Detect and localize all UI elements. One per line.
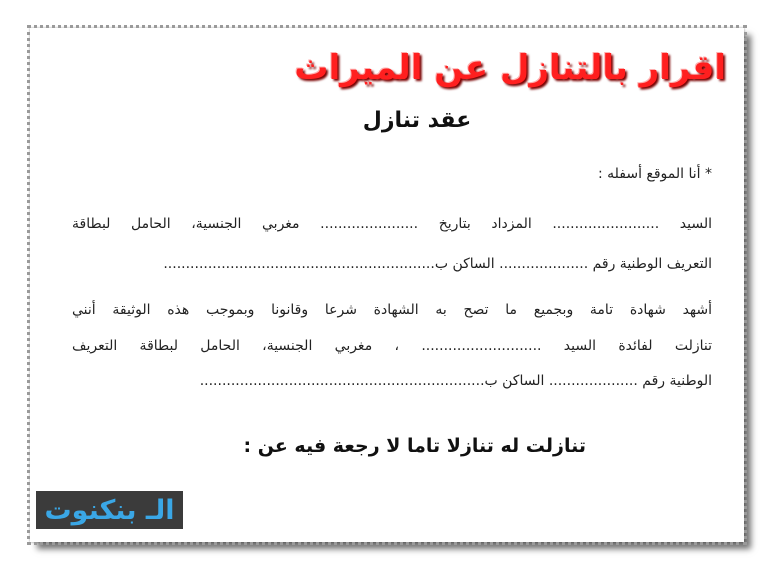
- closing-statement: تنازلت له تنازلا تاما لا رجعة فيه عن :: [243, 435, 586, 457]
- paragraph1-line1: السيد ........................ المزداد بتاريخ ...................... مغربي الجنسية، الحامل لبطاقة: [72, 216, 712, 232]
- paragraph1-line2: التعريف الوطنية رقم .................... الساكن ب.............................................................: [163, 256, 712, 272]
- paragraph2-line2: تنازلت لفائدة السيد ........................... ، مغربي الجنسية، الحامل لبطاقة التعريف: [72, 338, 712, 354]
- intro-line: * أنا الموقع أسفله :: [597, 166, 712, 182]
- document-heading: اقرار بالتنازل عن الميراث: [294, 48, 726, 88]
- document-sheet: [30, 28, 744, 542]
- contract-title: عقد تنازل: [362, 108, 472, 133]
- paragraph2-line1: أشهد شهادة تامة وبجميع ما تصح به الشهادة شرعا وقانونا وبموجب هذه الوثيقة أنني: [72, 302, 712, 318]
- site-watermark-logo: الـ بنكنوت: [36, 491, 183, 529]
- paragraph2-line3: الوطنية رقم .................... الساكن ب................................................................: [199, 373, 712, 389]
